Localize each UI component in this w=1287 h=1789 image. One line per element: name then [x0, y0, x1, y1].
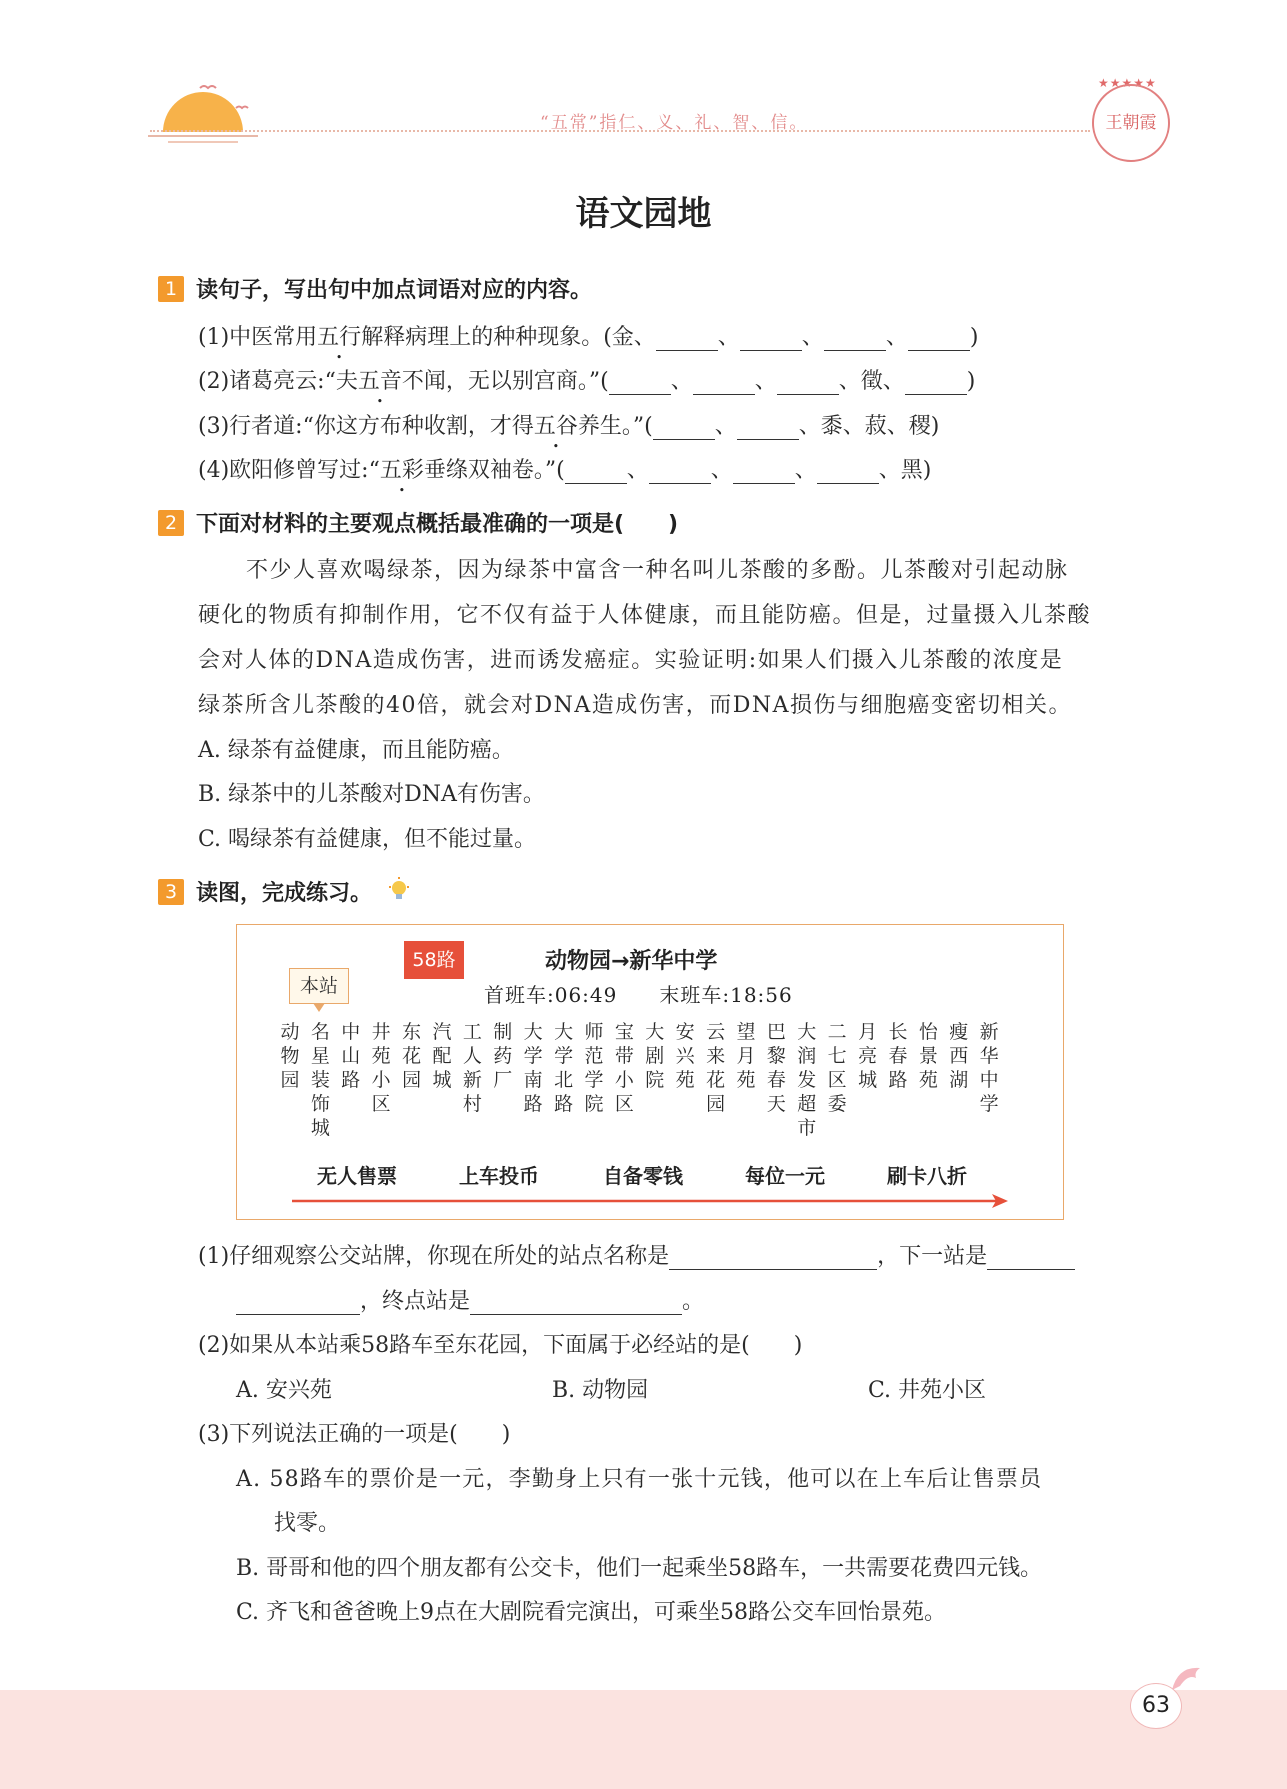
- q1-item-3: (3)行者道:“你这方布种收割，才得五谷养生。”( 、 、黍、菽、稷): [198, 414, 940, 439]
- station-name: 中山路: [341, 1021, 361, 1091]
- station-name: 汽配城: [432, 1021, 452, 1091]
- station-name: 云来花园: [706, 1021, 726, 1115]
- answer-blank[interactable]: [565, 461, 627, 484]
- dotted-word: 五音: [357, 369, 402, 394]
- answer-blank[interactable]: [733, 461, 795, 484]
- station-name: 新华中学: [979, 1021, 999, 1115]
- answer-blank[interactable]: [777, 372, 839, 395]
- option-c[interactable]: C. 喝绿茶有益健康，但不能过量。: [198, 827, 537, 852]
- station-name: 大润发超市: [797, 1021, 817, 1139]
- option-a[interactable]: A. 绿茶有益健康，而且能防癌。: [198, 738, 514, 763]
- answer-blank[interactable]: [817, 461, 879, 484]
- footer-band: [0, 1690, 1287, 1789]
- sign-rule: 刷卡八折: [887, 1164, 967, 1188]
- sign-rule: 上车投币: [459, 1164, 539, 1188]
- answer-blank[interactable]: [669, 1247, 877, 1270]
- passage-line: 硬化的物质有抑制作用，它不仅有益于人体健康，而且能防癌。但是，过量摄入儿茶酸: [198, 603, 1092, 628]
- q1-item-2: (2)诸葛亮云:“夫五音不闻，无以别宫商。”( 、 、 、徵、 ): [198, 369, 976, 394]
- answer-blank[interactable]: [693, 372, 755, 395]
- station-name: 望月苑: [736, 1021, 756, 1091]
- option-c[interactable]: C. 齐飞和爸爸晚上9点在大剧院看完演出，可乘坐58路公交车回怡景苑。: [236, 1600, 947, 1625]
- sign-rule: 自备零钱: [603, 1164, 683, 1188]
- station-name: 大学北路: [554, 1021, 574, 1115]
- answer-blank[interactable]: [740, 328, 802, 351]
- option-c[interactable]: C. 井苑小区: [868, 1378, 987, 1403]
- dotted-word: 五彩: [379, 458, 424, 483]
- station-name: 怡景苑: [918, 1021, 938, 1091]
- route-badge: 58路: [404, 941, 464, 979]
- option-a-continued: 找零。: [274, 1511, 341, 1536]
- sign-rule: 每位一元: [745, 1164, 825, 1188]
- stamp-seal: 王朝霞: [1092, 84, 1170, 162]
- q3-sub1-line2: ，终点站是 。: [236, 1284, 704, 1315]
- page-number: 63: [1130, 1683, 1182, 1729]
- station-name: 东花园: [402, 1021, 422, 1091]
- page-title: 语文园地: [575, 194, 712, 234]
- station-name: 工人新村: [462, 1021, 482, 1115]
- answer-blank[interactable]: [653, 417, 715, 440]
- station-name: 动物园: [280, 1021, 300, 1091]
- question-number: 3: [158, 879, 184, 905]
- question-prompt: 下面对材料的主要观点概括最准确的一项是( ): [196, 512, 679, 537]
- station-name: 宝带小区: [614, 1021, 634, 1115]
- passage-line: 会对人体的DNA造成伤害，进而诱发癌症。实验证明:如果人们摄入儿茶酸的浓度是: [198, 648, 1064, 673]
- answer-blank[interactable]: [649, 461, 711, 484]
- question-number: 1: [158, 276, 184, 302]
- direction-arrow-icon: [292, 1194, 1008, 1208]
- question-prompt: 读句子，写出句中加点词语对应的内容。: [196, 278, 593, 303]
- station-name: 名星装饰城: [310, 1021, 330, 1139]
- station-name: 大学南路: [523, 1021, 543, 1115]
- answer-blank[interactable]: [609, 372, 671, 395]
- station-name: 安兴苑: [675, 1021, 695, 1091]
- sign-rule: 无人售票: [317, 1164, 397, 1188]
- dotted-word: 五行: [317, 325, 362, 350]
- q3-sub1-line1: (1)仔细观察公交站牌，你现在所处的站点名称是 ，下一站是: [198, 1239, 1075, 1270]
- option-a[interactable]: A. 安兴苑: [236, 1378, 332, 1403]
- station-name: 师范学院: [584, 1021, 604, 1115]
- answer-blank[interactable]: [908, 328, 970, 351]
- station-name: 月亮城: [858, 1021, 878, 1091]
- current-stop-label: 本站: [289, 968, 349, 1004]
- lightbulb-icon: [387, 877, 411, 905]
- station-name: 二七区委: [827, 1021, 847, 1115]
- answer-blank[interactable]: [824, 328, 886, 351]
- q1-item-4: (4)欧阳修曾写过:“五彩垂绦双袖卷。”( 、 、 、 、黑): [198, 458, 932, 483]
- current-stop-arrow-icon: [313, 1003, 325, 1012]
- passage-line: 绿茶所含儿茶酸的40倍，就会对DNA造成伤害，而DNA损伤与细胞癌变密切相关。: [198, 693, 1073, 718]
- header-motto: “五常”指仁、义、礼、智、信。: [540, 113, 809, 133]
- answer-blank[interactable]: [987, 1247, 1075, 1270]
- answer-blank[interactable]: [905, 372, 967, 395]
- station-name: 井苑小区: [371, 1021, 391, 1115]
- stamp-stars-icon: ★★★★★: [1098, 76, 1157, 90]
- station-name: 巴黎春天: [766, 1021, 786, 1115]
- dotted-word: 五谷: [533, 414, 578, 439]
- q3-sub2: (2)如果从本站乘58路车至东花园，下面属于必经站的是( ): [198, 1333, 803, 1358]
- passage-line: 不少人喜欢喝绿茶，因为绿茶中富含一种名叫儿茶酸的多酚。儿茶酸对引起动脉: [246, 558, 1069, 583]
- option-b[interactable]: B. 动物园: [552, 1378, 649, 1403]
- question-prompt: 读图，完成练习。: [196, 881, 373, 906]
- option-a[interactable]: A. 58路车的票价是一元，李勤身上只有一张十元钱，他可以在上车后让售票员: [236, 1467, 1043, 1492]
- q3-sub3: (3)下列说法正确的一项是( ): [198, 1422, 511, 1447]
- service-times: 首班车:06:49 末班车:18:56: [484, 983, 793, 1007]
- question-number: 2: [158, 510, 184, 536]
- option-b[interactable]: B. 绿茶中的儿茶酸对DNA有伤害。: [198, 782, 545, 807]
- option-b[interactable]: B. 哥哥和他的四个朋友都有公交卡，他们一起乘坐58路车，一共需要花费四元钱。: [236, 1556, 1043, 1581]
- sunset-icon: [148, 80, 258, 150]
- station-name: 大剧院: [645, 1021, 665, 1091]
- answer-blank[interactable]: [656, 328, 718, 351]
- q1-item-1: (1)中医常用五行解释病理上的种种现象。(金、 、 、 、 ): [198, 325, 979, 350]
- answer-blank[interactable]: [737, 417, 799, 440]
- answer-blank[interactable]: [236, 1292, 360, 1315]
- station-name: 长春路: [888, 1021, 908, 1091]
- station-name: 瘦西湖: [949, 1021, 969, 1091]
- answer-blank[interactable]: [470, 1292, 682, 1315]
- route-direction: 动物园→新华中学: [545, 949, 718, 974]
- station-name: 制药厂: [493, 1021, 513, 1091]
